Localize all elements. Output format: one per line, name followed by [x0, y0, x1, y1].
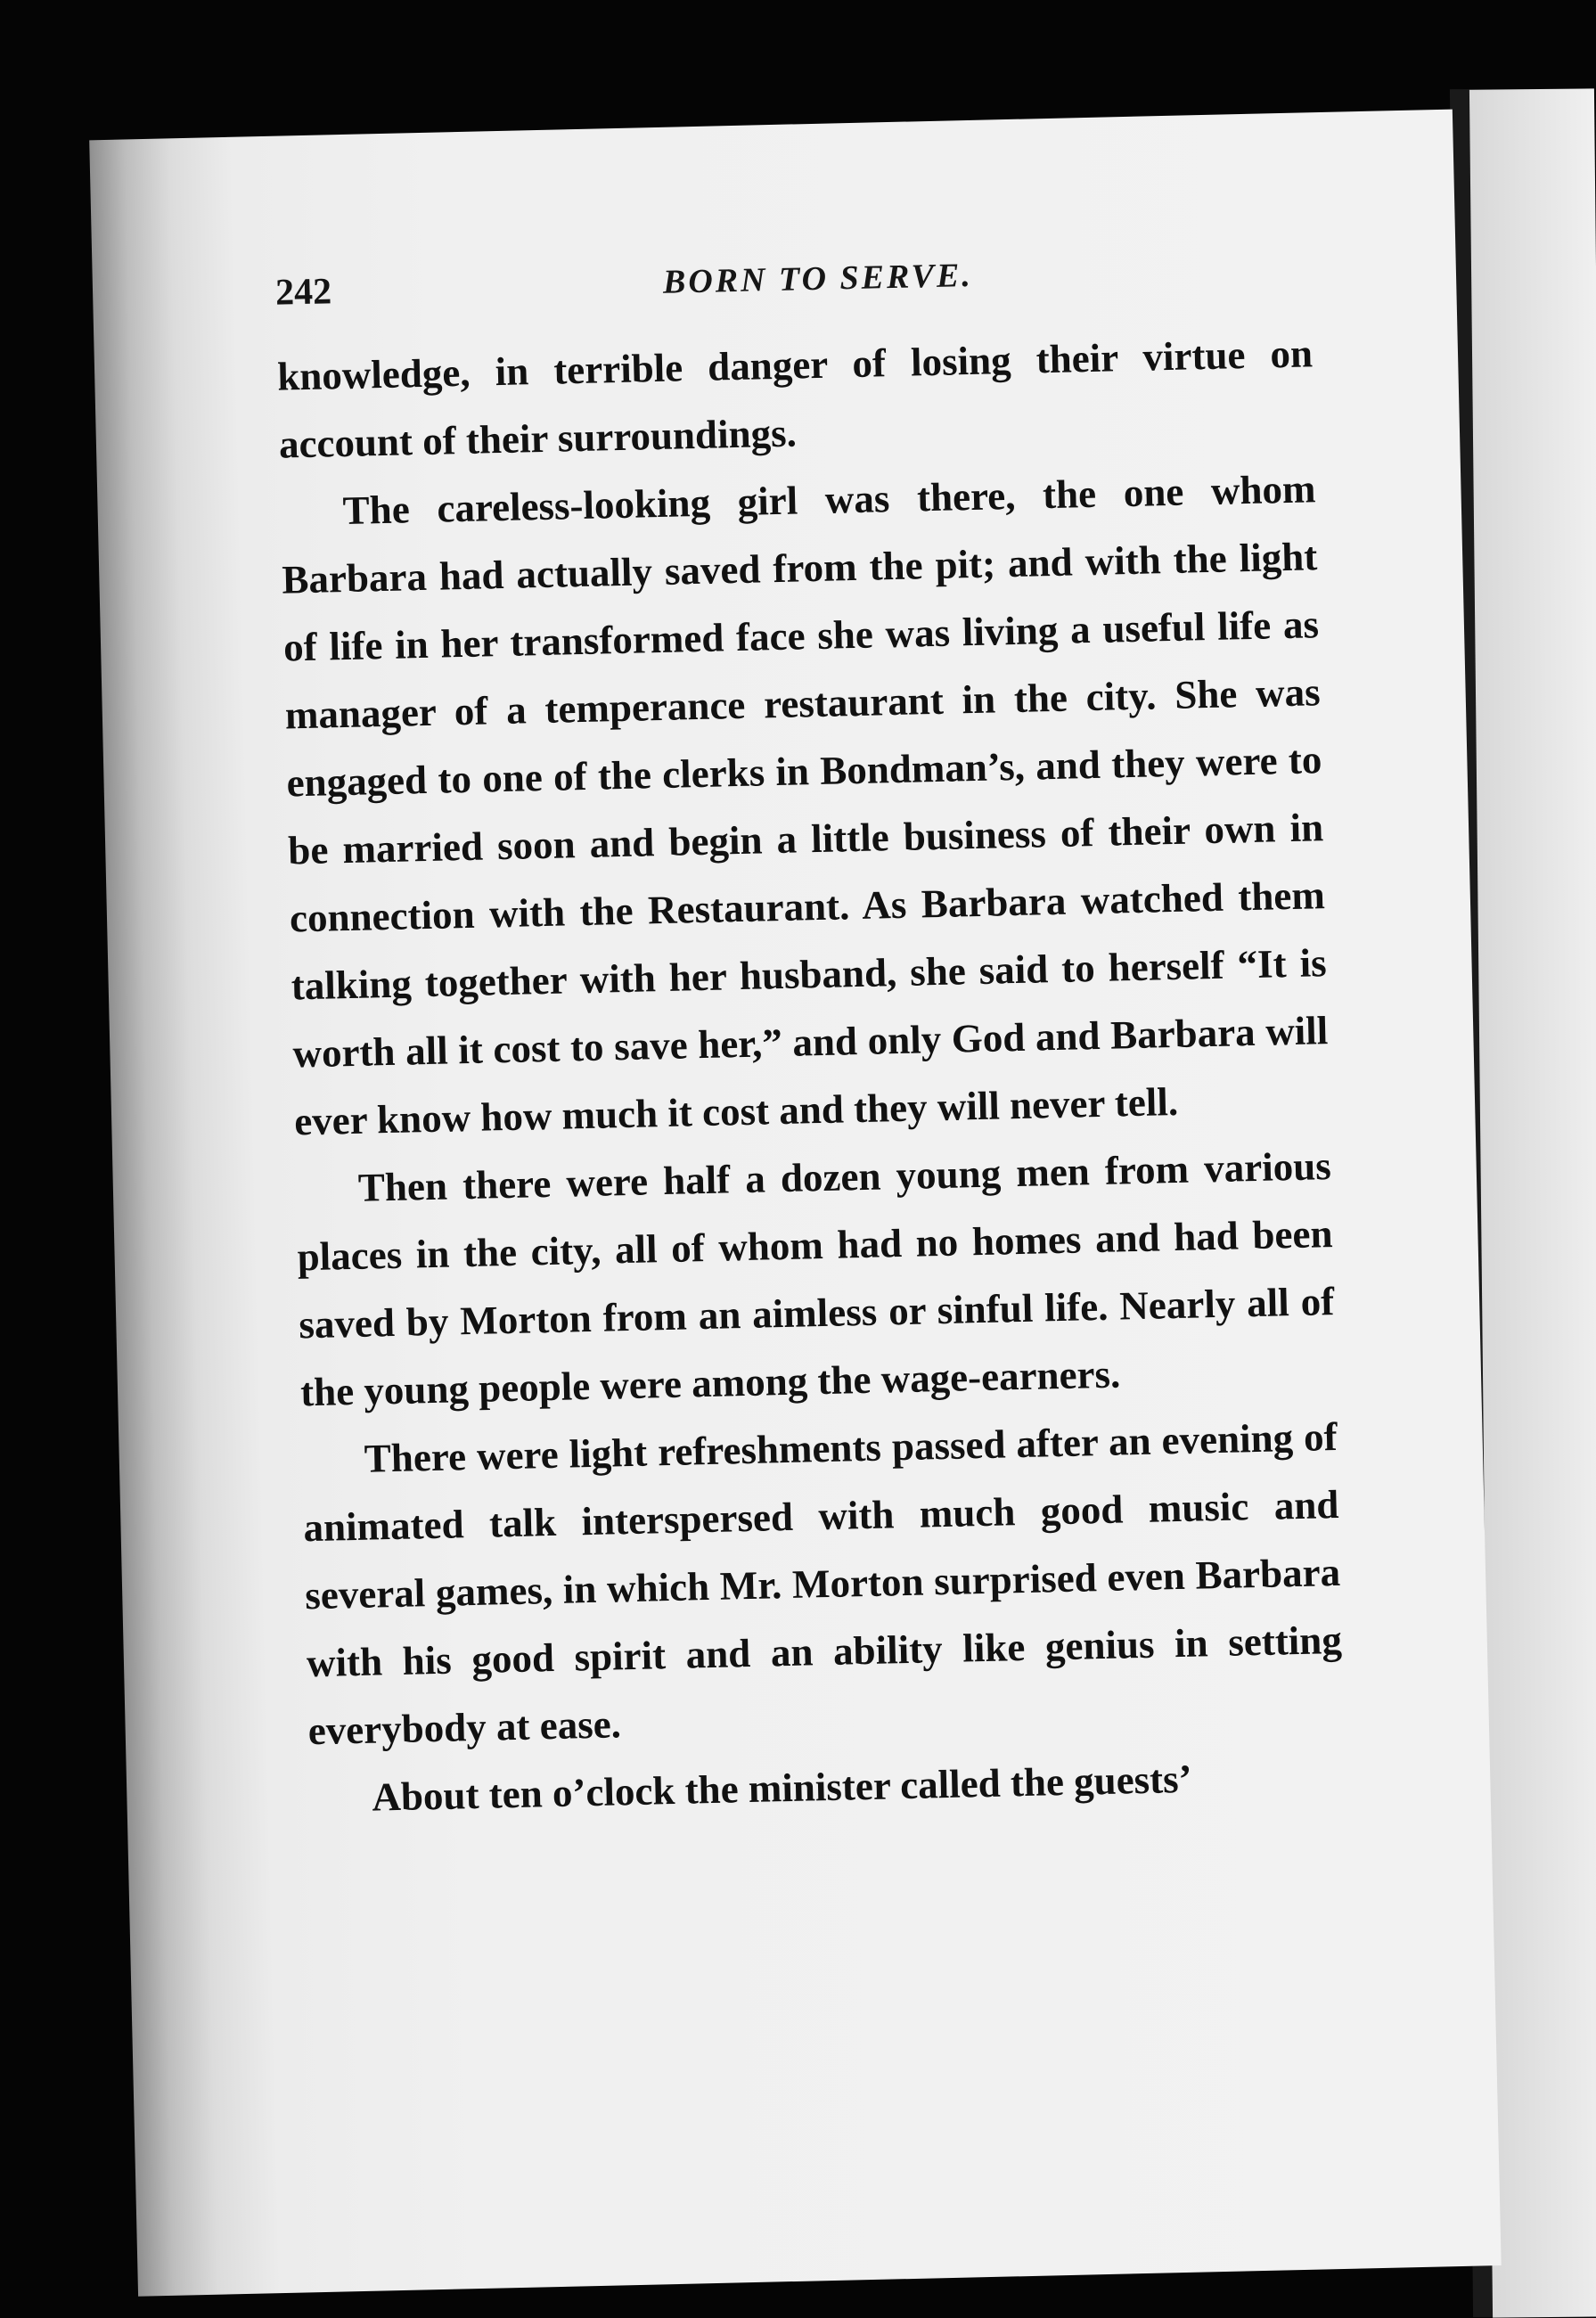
running-title: BORN TO SERVE. [662, 256, 974, 301]
book-page [89, 110, 1502, 2297]
body-text [276, 319, 1346, 1832]
paragraph: There were light refreshments passed after an evening of animated talk interspersed with much good music and several games, in which Mr. Morton surprised even Barbara with his good spirit and an ability like genius in setting everybody at ease. [303, 1413, 1343, 1754]
page-header [275, 247, 1346, 324]
paragraph: Then there were half a dozen young men from various places in the city, all of whom had no homes and had been saved by Morton from an aimless or sinful life. Nearly all of the young people were among the wage-earners. [297, 1143, 1335, 1415]
paragraph: About ten o’clock the minister called the guests’ [371, 1756, 1193, 1820]
page-number: 242 [274, 271, 332, 314]
paragraph: knowledge, in terrible danger of losing their virtue on account of their surroundings. [276, 331, 1314, 467]
page-content [89, 110, 1502, 2297]
paragraph: The careless-looking girl was there, the one whom Barbara had actually saved from the pit; and with the light of life in her transformed face she was living a useful life as manager of a temperance restaurant in the city. She was engaged to one of the clerks in Bondman’s, and they were to be married soon and begin a little business of their own in connection with the Restaurant. As Barbara watched them talking together with her husband, she said to herself “It is worth all it cost to save her,” and only God and Barbara will ever know how much it cost and they will never tell. [281, 466, 1329, 1144]
